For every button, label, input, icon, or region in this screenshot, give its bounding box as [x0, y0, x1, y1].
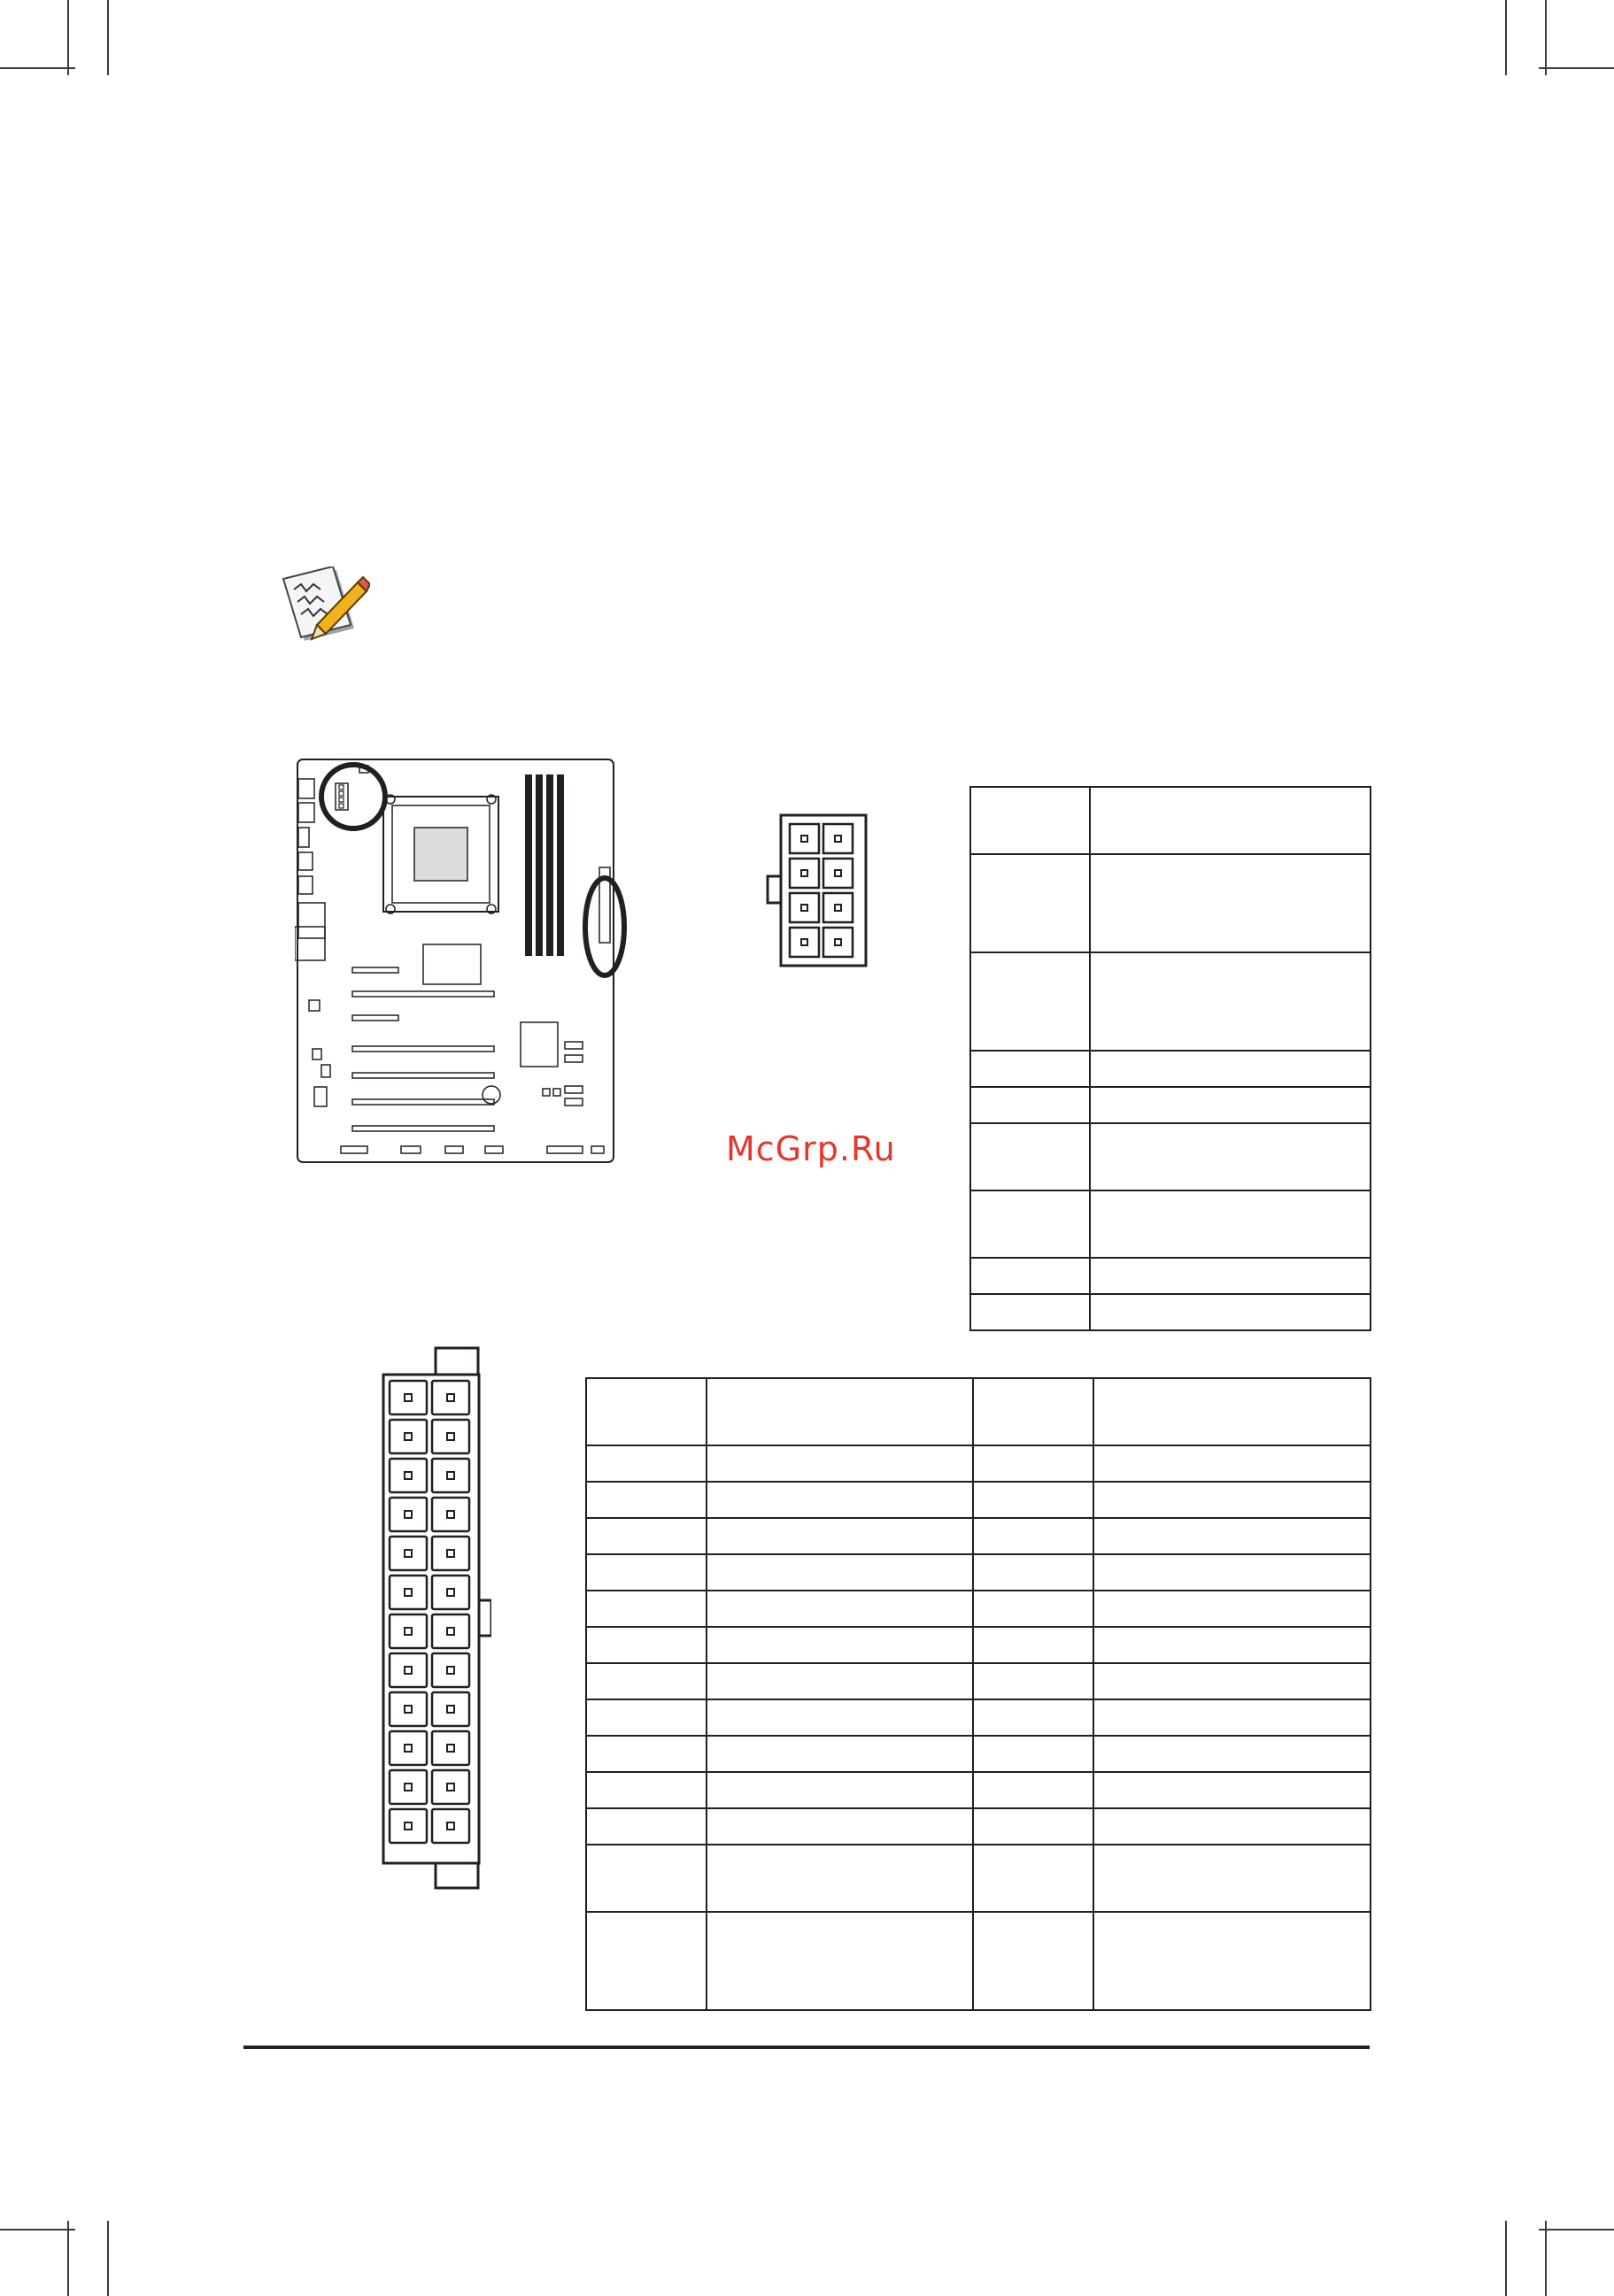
- table-row: [586, 1445, 1371, 1482]
- table-cell: [1090, 1294, 1371, 1330]
- table-cell: [707, 1845, 973, 1912]
- table-row: [586, 1772, 1371, 1808]
- table-cell: [1093, 1912, 1371, 2010]
- footer-rule: [243, 2046, 1370, 2049]
- table-row: [970, 1258, 1371, 1294]
- table-cell: [707, 1772, 973, 1808]
- table-row: [970, 1123, 1371, 1190]
- table-cell: [970, 1087, 1090, 1123]
- atx-main-connector-diagram: [376, 1344, 491, 1892]
- table-cell: [1093, 1627, 1371, 1663]
- table-cell: [586, 1663, 707, 1699]
- table-cell: [707, 1736, 973, 1772]
- table-cell: [1093, 1378, 1371, 1445]
- table-cell: [973, 1627, 1093, 1663]
- table-cell: [1093, 1663, 1371, 1699]
- note-pencil-icon: [282, 566, 370, 642]
- table-cell: [586, 1445, 707, 1482]
- table-cell: [1093, 1772, 1371, 1808]
- table-row: [586, 1591, 1371, 1627]
- table-cell: [970, 787, 1090, 854]
- table-row: [970, 1294, 1371, 1330]
- table-row: [970, 1051, 1371, 1087]
- table-row: [586, 1808, 1371, 1845]
- table-row: [970, 1190, 1371, 1258]
- table-cell: [1090, 1123, 1371, 1190]
- table-cell: [970, 1294, 1090, 1330]
- table-cell: [970, 1051, 1090, 1087]
- table-cell: [970, 1258, 1090, 1294]
- table-cell: [1093, 1591, 1371, 1627]
- table-cell: [707, 1591, 973, 1627]
- motherboard-layout-diagram: [295, 757, 649, 1164]
- table-cell: [1090, 952, 1371, 1051]
- table-cell: [973, 1736, 1093, 1772]
- table-cell: [973, 1772, 1093, 1808]
- table-cell: [973, 1699, 1093, 1736]
- table-cell: [586, 1912, 707, 2010]
- table-cell: [973, 1845, 1093, 1912]
- table-cell: [707, 1518, 973, 1554]
- table-cell: [707, 1554, 973, 1591]
- table-cell: [973, 1445, 1093, 1482]
- table-cell: [1090, 1258, 1371, 1294]
- table-cell: [586, 1378, 707, 1445]
- table-cell: [586, 1627, 707, 1663]
- table-cell: [1090, 787, 1371, 854]
- table-row: [970, 952, 1371, 1051]
- table-cell: [1093, 1699, 1371, 1736]
- table-row: [586, 1663, 1371, 1699]
- table-cell: [1093, 1845, 1371, 1912]
- table-cell: [1090, 854, 1371, 952]
- table-row: [586, 1627, 1371, 1663]
- table-cell: [1093, 1482, 1371, 1518]
- table-cell: [973, 1482, 1093, 1518]
- table-cell: [586, 1482, 707, 1518]
- table-row: [586, 1518, 1371, 1554]
- table-row: [586, 1554, 1371, 1591]
- table-cell: [973, 1378, 1093, 1445]
- table-cell: [1093, 1518, 1371, 1554]
- table-cell: [707, 1808, 973, 1845]
- table-cell: [970, 952, 1090, 1051]
- table-row: [970, 854, 1371, 952]
- table-row: [586, 1736, 1371, 1772]
- table-cell: [707, 1482, 973, 1518]
- table-cell: [586, 1699, 707, 1736]
- atx12v-connector-diagram: [766, 813, 872, 967]
- table-cell: [973, 1554, 1093, 1591]
- table-cell: [970, 1123, 1090, 1190]
- table-cell: [586, 1518, 707, 1554]
- table-cell: [973, 1518, 1093, 1554]
- table-cell: [586, 1845, 707, 1912]
- watermark-text: McGrp.Ru: [726, 1129, 896, 1168]
- table-cell: [586, 1591, 707, 1627]
- table-cell: [970, 854, 1090, 952]
- table-row: [586, 1912, 1371, 2010]
- table-cell: [1093, 1736, 1371, 1772]
- table-cell: [586, 1554, 707, 1591]
- table-cell: [586, 1736, 707, 1772]
- table-cell: [707, 1912, 973, 2010]
- table-cell: [973, 1912, 1093, 2010]
- table-cell: [586, 1772, 707, 1808]
- table-row: [586, 1699, 1371, 1736]
- table-cell: [973, 1808, 1093, 1845]
- table-cell: [707, 1627, 973, 1663]
- table-row: [586, 1845, 1371, 1912]
- table-cell: [707, 1445, 973, 1482]
- table-cell: [707, 1378, 973, 1445]
- table-cell: [970, 1190, 1090, 1258]
- atx-pin-table: [585, 1377, 1371, 2011]
- table-row: [970, 787, 1371, 854]
- table-cell: [973, 1591, 1093, 1627]
- table-cell: [1090, 1087, 1371, 1123]
- table-row: [586, 1482, 1371, 1518]
- table-cell: [973, 1663, 1093, 1699]
- table-row: [970, 1087, 1371, 1123]
- table-cell: [707, 1699, 973, 1736]
- table-cell: [1093, 1808, 1371, 1845]
- table-cell: [1090, 1051, 1371, 1087]
- table-cell: [586, 1808, 707, 1845]
- atx12v-pin-table: [969, 786, 1371, 1331]
- table-cell: [1090, 1190, 1371, 1258]
- table-row: [586, 1378, 1371, 1445]
- table-cell: [1093, 1445, 1371, 1482]
- table-cell: [1093, 1554, 1371, 1591]
- table-cell: [707, 1663, 973, 1699]
